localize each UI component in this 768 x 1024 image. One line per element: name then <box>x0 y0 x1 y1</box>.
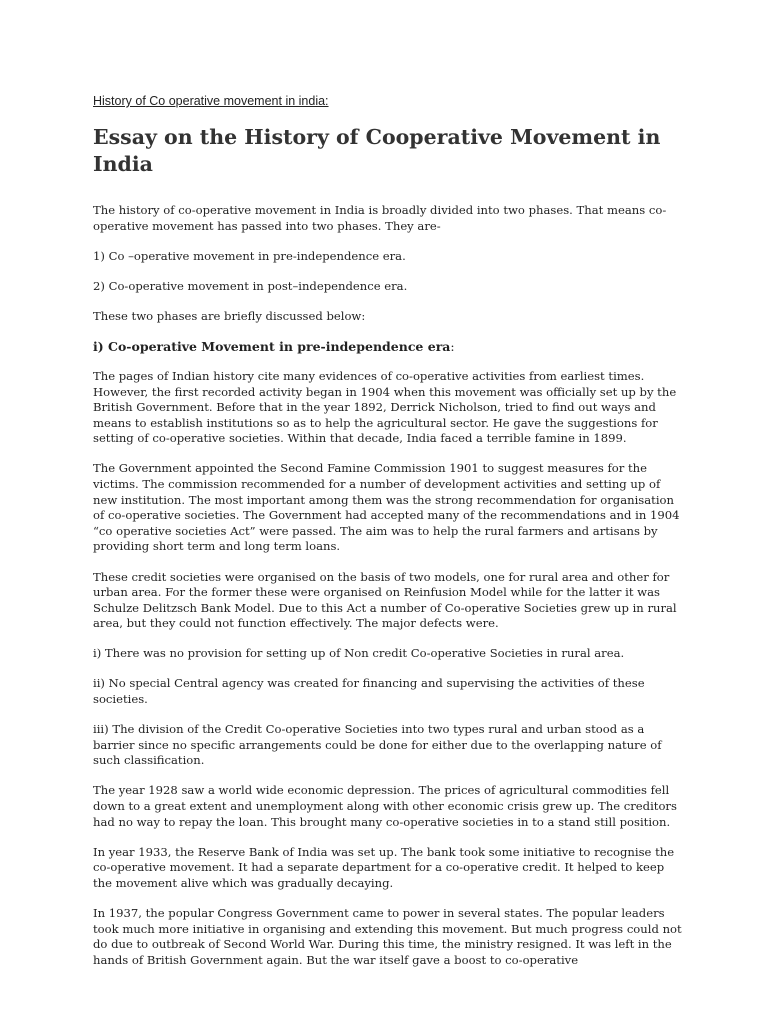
top-heading: History of Co operative movement in india: <box>93 94 329 108</box>
body-paragraph: The pages of Indian history cite many evidences of co-operative activities from earliest times. However, the first recorded activity began in 1904 when this movement was officially set up by the British Government. Before that in the year 1892, Derrick Nicholson, tried to find out ways and means to establish institutions so as to help the agricultural sector. He gave the suggestions for setting of co-operative societies. Within that decade, India faced a terrible famine in 1899. <box>93 368 677 446</box>
document-page <box>93 92 683 983</box>
defect-item: i) There was no provision for setting up of Non credit Co-operative Societies in rural area. <box>93 646 625 661</box>
body-paragraph: The Government appointed the Second Famine Commission 1901 to suggest measures for the victims. The commission recommended for a number of development activities and setting up of new institution. The most important among them was the strong recommendation for organisation of co-operative societies. The Government had accepted many of the recommendations and in 1904 “co operative societies Act” were passed. The aim was to help the rural farmers and artisans by providing short term and long term loans. <box>93 461 680 554</box>
section-heading-colon: : <box>450 338 455 354</box>
intro-paragraph: The history of co-operative movement in India is broadly divided into two phases. That means co-operative movement has passed into two phases. They are- <box>93 203 667 233</box>
body-paragraph: The year 1928 saw a world wide economic depression. The prices of agricultural commodities fell down to a great extent and unemployment along with other economic crisis grew up. The creditors had no way to repay the loan. This brought many co-operative societies in to a stand still position. <box>93 783 677 829</box>
body-paragraph: In 1937, the popular Congress Government came to power in several states. The popular leaders took much more initiative in organising and extending this movement. But much progress could not do due to outbreak of Second World War. During this time, the ministry resigned. It was left in the hands of British Government again. But the war itself gave a boost to co-operative <box>93 906 682 967</box>
section-heading-pre-independence <box>93 339 683 355</box>
phase-2-item: 2) Co-operative movement in post–independence era. <box>93 278 408 293</box>
defect-item: ii) No special Central agency was created for financing and supervising the activities of these societies. <box>93 676 645 707</box>
section-heading-text: i) Co-operative Movement in pre-independence era <box>93 338 451 354</box>
phase-1-item: 1) Co –operative movement in pre-independence era. <box>93 248 406 263</box>
body-paragraph: These credit societies were organised on the basis of two models, one for rural area and other for urban area. For the former these were organised on Reinfusion Model while for the latter it was Schulze Delitzsch Bank Model. Due to this Act a number of Co-operative Societies grew up in rural area, but they could not function effectively. The major defects were. <box>93 569 677 631</box>
essay-title: Essay on the History of Cooperative Movement in India <box>93 125 661 176</box>
phases-note: These two phases are briefly discussed below: <box>93 308 366 323</box>
defect-item: iii) The division of the Credit Co-operative Societies into two types rural and urban stood as a barrier since no specific arrangements could be done for either due to the overlapping nature of such classification. <box>93 722 662 768</box>
body-paragraph: In year 1933, the Reserve Bank of India was set up. The bank took some initiative to recognise the co-operative movement. It had a separate department for a co-operative credit. It helped to keep the movement alive which was gradually decaying. <box>93 844 675 890</box>
